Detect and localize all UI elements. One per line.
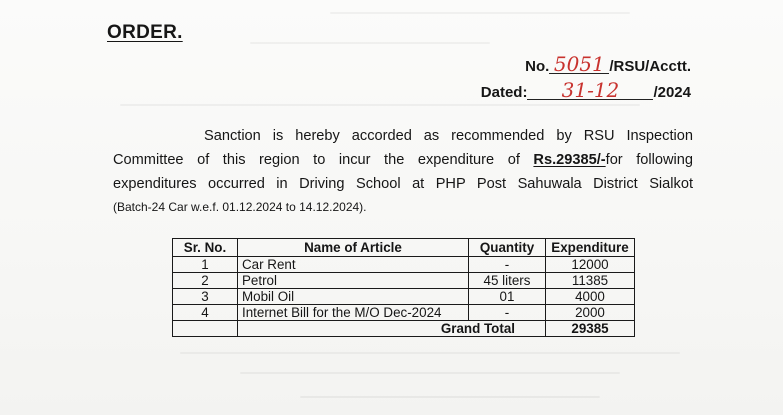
cell-sr: 4 (173, 305, 238, 321)
order-date-suffix: /2024 (653, 84, 691, 101)
sanction-text-line-2 (113, 148, 693, 172)
expenditure-table (172, 238, 635, 337)
table-header-row (173, 239, 635, 257)
cell-quantity: - (469, 305, 546, 321)
table-row (173, 257, 635, 273)
grand-total-value: 29385 (546, 321, 635, 337)
grand-total-label: Grand Total (238, 321, 546, 337)
cell-article: Internet Bill for the M/O Dec-2024 (238, 305, 469, 321)
cell-sr: 3 (173, 289, 238, 305)
order-number-line (525, 52, 691, 76)
table-row (173, 289, 635, 305)
order-number-label: No. (525, 58, 550, 75)
cell-article: Car Rent (238, 257, 469, 273)
batch-period-note: (Batch-24 Car w.e.f. 01.12.2024 to 14.12.2024). (113, 200, 367, 214)
order-date-handwritten: 31-12 (527, 81, 653, 100)
cell-quantity: 01 (469, 289, 546, 305)
show-through-line (180, 352, 680, 354)
cell-quantity: - (469, 257, 546, 273)
sanction-text-line-2-end: for following (605, 152, 693, 168)
sanction-text-line-1: Sanction is hereby accorded as recommended by RSU Inspection (204, 128, 693, 144)
sanction-text-line-3: expenditures occurred in Driving School at PHP Post Sahuwala District Sialkot (113, 176, 693, 192)
sanction-text-line-2-start: Committee of this region to incur the expenditure of (113, 152, 534, 168)
table-row (173, 305, 635, 321)
cell-article: Mobil Oil (238, 289, 469, 305)
cell-expenditure: 2000 (546, 305, 635, 321)
cell-article: Petrol (238, 273, 469, 289)
show-through-line (240, 372, 620, 374)
table-row (173, 273, 635, 289)
cell-quantity: 45 liters (469, 273, 546, 289)
cell-empty (173, 321, 238, 337)
cell-sr: 2 (173, 273, 238, 289)
order-number-suffix: /RSU/Acctt. (609, 58, 691, 75)
header-sr-no: Sr. No. (173, 239, 238, 257)
cell-expenditure: 4000 (546, 289, 635, 305)
header-quantity: Quantity (469, 239, 546, 257)
order-number-handwritten: 5051 (549, 55, 609, 74)
order-title: ORDER. (107, 22, 183, 43)
cell-expenditure: 11385 (546, 273, 635, 289)
header-article: Name of Article (238, 239, 469, 257)
order-date-label: Dated: (480, 84, 528, 101)
show-through-line (300, 396, 600, 398)
cell-expenditure: 12000 (546, 257, 635, 273)
show-through-line (330, 12, 630, 14)
cell-sr: 1 (173, 257, 238, 273)
grand-total-row (173, 321, 635, 337)
order-date-line (480, 78, 691, 102)
show-through-line (250, 42, 490, 44)
sanction-amount: Rs.29385/- (533, 152, 606, 168)
header-expenditure: Expenditure (546, 239, 635, 257)
show-through-line (120, 104, 640, 106)
